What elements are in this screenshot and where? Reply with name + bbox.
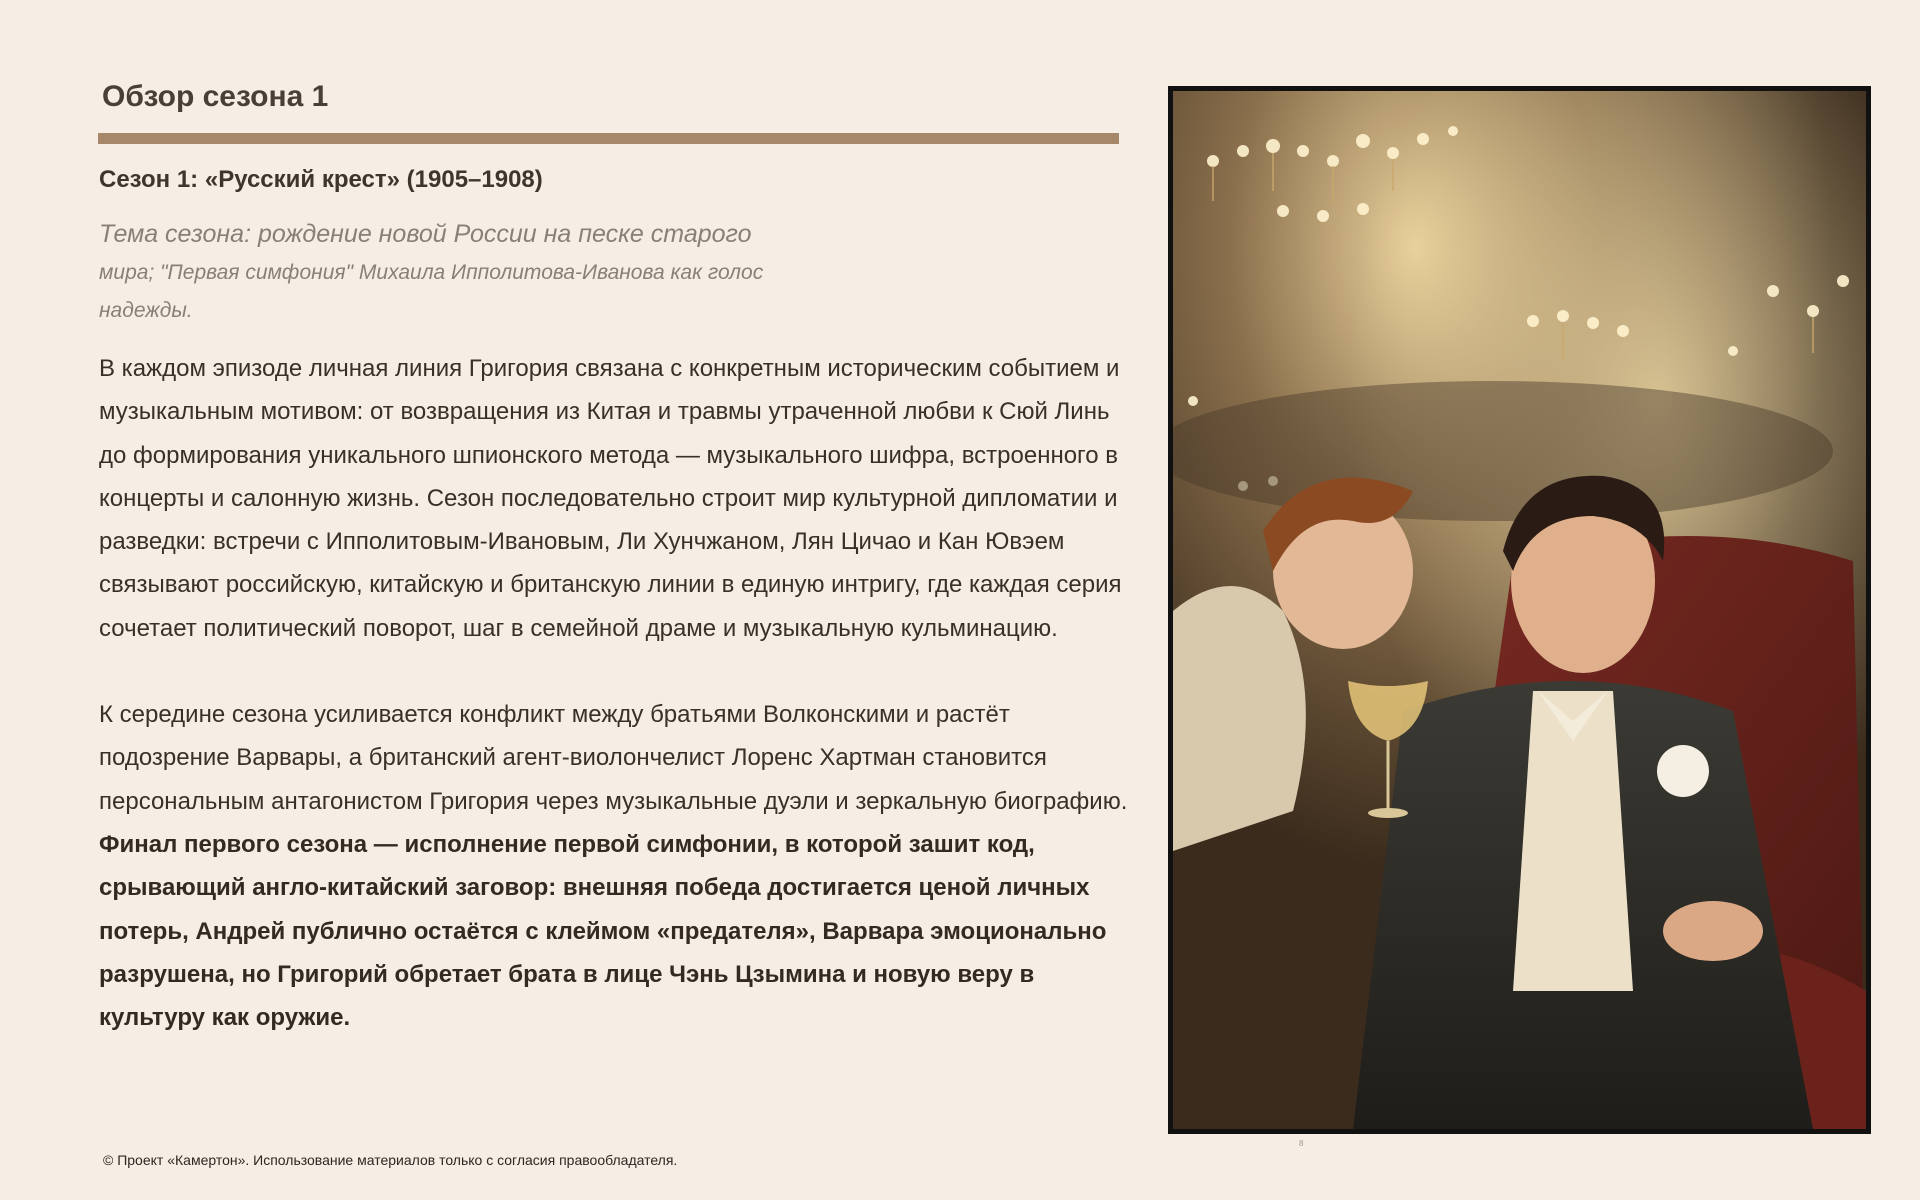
illustration-ballroom-couple — [1168, 86, 1871, 1134]
illustration-image — [1173, 91, 1866, 1129]
copyright-footer: © Проект «Камертон». Использование материалов только с согласия правообладателя. — [103, 1152, 678, 1168]
title-divider — [98, 133, 1119, 144]
season-description — [99, 347, 1139, 1039]
page-number: 8 — [1299, 1139, 1304, 1148]
paragraph-episodes: В каждом эпизоде личная линия Григория связана с конкретным историческим событием и музыкальным мотивом: от возвращения из Китая и травмы утраченной любви к Сюй Линь до формирования уникального шпионского метода — музыкального шифра, встроенного в концерты и салонную жизнь. Сезон последовательно строит мир культурной дипломатии и разведки: встречи с Ипполитовым-Ивановым, Ли Хунчжаном, Лян Цичао и Кан Ювэем связывают российскую, китайскую и британскую линии в единую интригу, где каждая серия сочетает политический поворот, шаг в семейной драме и музыкальную кульминацию. — [99, 355, 1122, 642]
season-theme-lead: Тема сезона: рождение новой России на песке старого — [99, 220, 752, 248]
paragraph-finale: Финал первого сезона — исполнение первой симфонии, в которой зашит код, срывающий англо-китайский заговор: внешняя победа достигается ценой личных потерь, Андрей публично остаётся с клеймом «предателя», Варвара эмоционально разрушена, но Григорий обретает брата в лице Чэнь Цзымина и новую веру в культуру как оружие. — [99, 830, 1107, 1032]
season-theme — [99, 214, 779, 330]
season-theme-rest: мира; "Первая симфония" Михаила Ипполитова-Иванова как голос надежды. — [99, 261, 764, 322]
season-heading: Сезон 1: «Русский крест» (1905–1908) — [99, 166, 543, 193]
paragraph-conflict: К середине сезона усиливается конфликт между братьями Волконскими и растёт подозрение Варвары, а британский агент-виолончелист Лоренс Хартман становится персональным антагонистом Григория через музыкальные дуэли и зеркальную биографию. — [99, 701, 1128, 815]
paragraph-gap — [99, 650, 1139, 693]
page-title: Обзор сезона 1 — [102, 80, 329, 113]
